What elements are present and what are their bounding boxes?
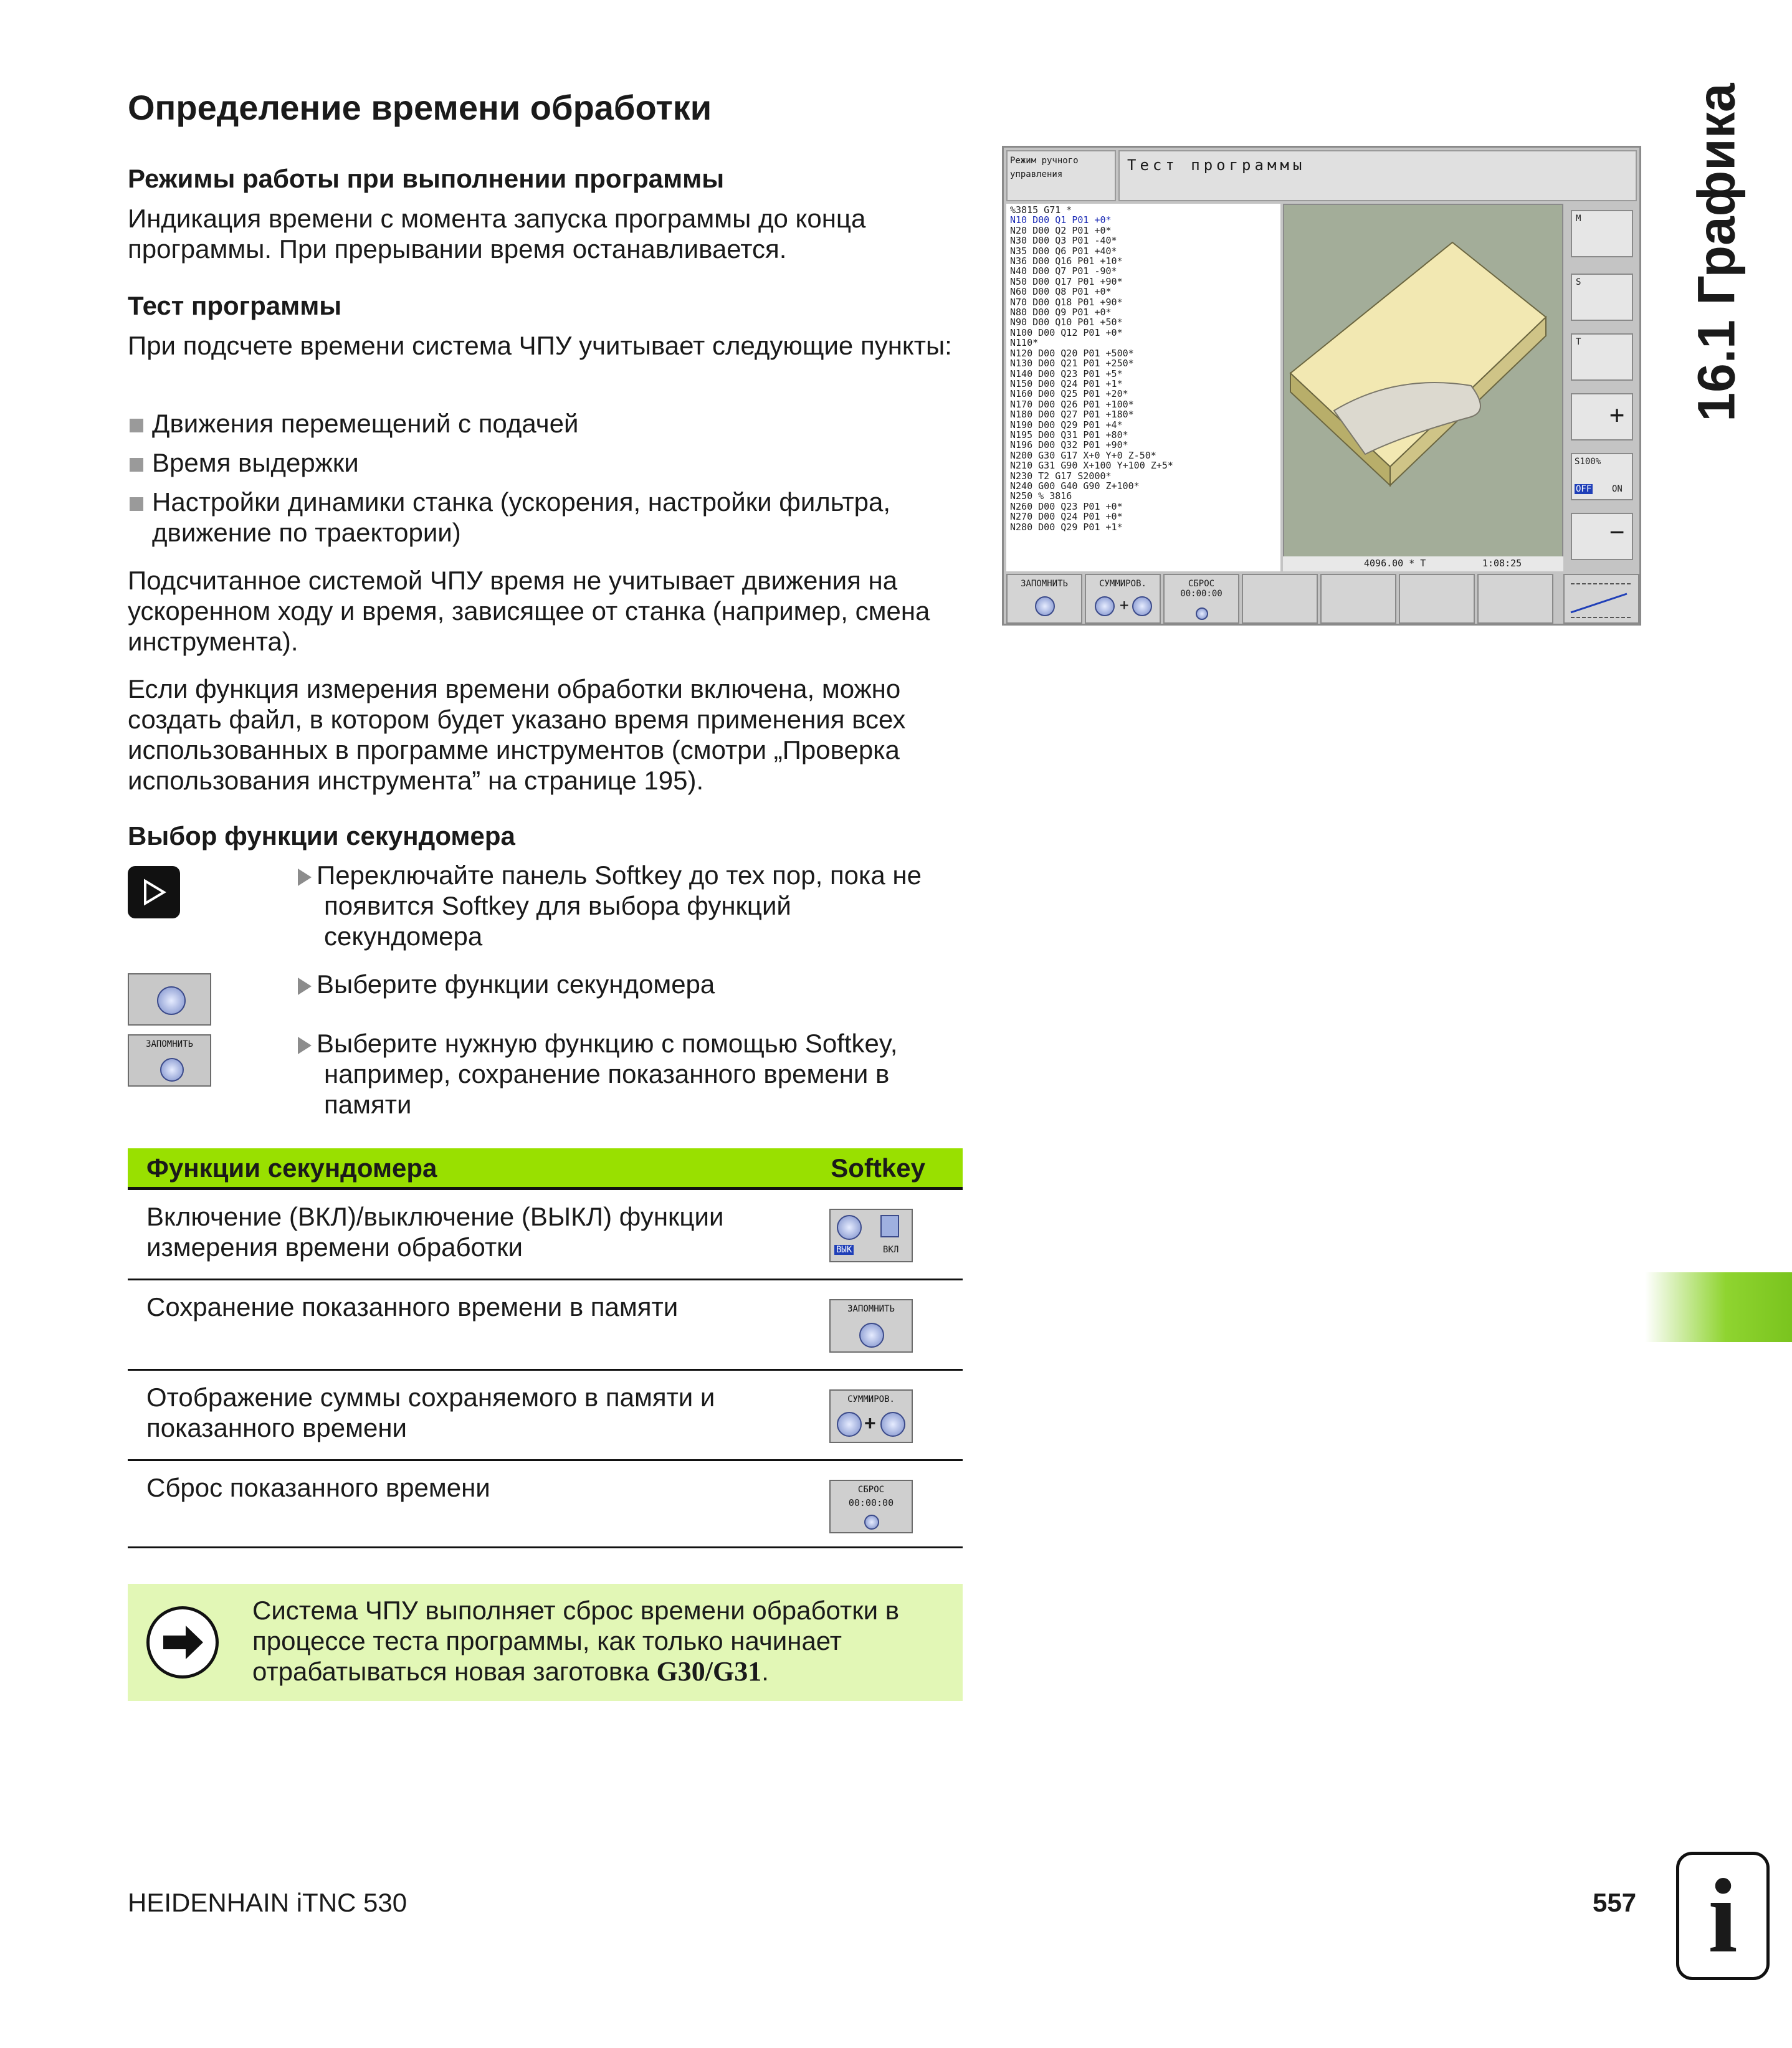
plus-icon: + [864,1412,876,1434]
bottom-softkeys [1006,574,1639,624]
bullet-item: Настройки динамики станка (ускорения, настройки фильтра, [130,487,890,517]
note-code: G30/G31 [656,1656,762,1687]
table-col-softkey: Softkey [831,1153,925,1183]
clock-icon [157,986,186,1015]
table-row: Сброс показанного времени СБРОС 00:00:00 [128,1461,963,1548]
clock-icon [864,1515,879,1530]
plus-icon: + [1609,401,1625,429]
clock-icon [160,1058,184,1082]
workpiece-3d-graphic [1284,205,1562,554]
next-softkey-row-key[interactable] [128,866,180,918]
stopwatch-softkey[interactable] [128,973,211,1026]
side-softkeys [1566,204,1639,571]
chapter-marker [1645,1272,1792,1342]
softkey-empty[interactable] [1477,574,1553,624]
status-bar: 4096.00 * T 1:08:25 [1283,556,1563,571]
step-arrow-icon [298,869,312,886]
plus-icon: + [1120,596,1129,614]
screen-mode-label: Режим ручного управления [1006,150,1116,201]
step-1: Переключайте панель Softkey до тех пор, пока не появится Softkey для выбора функций секундомера [298,860,958,951]
side-key-t[interactable]: T [1571,333,1633,381]
store-softkey-icon[interactable]: ЗАПОМНИТЬ [829,1299,913,1353]
softkey-empty[interactable] [1399,574,1475,624]
arrow-right-icon [146,1606,219,1679]
side-key-s-plus[interactable] [1571,393,1633,441]
side-key-m[interactable]: M [1571,210,1633,257]
side-key-s[interactable]: S [1571,274,1633,321]
page-number: 557 [1593,1888,1637,1917]
graphic-view [1283,204,1563,571]
info-icon: i [1676,1852,1770,1980]
table-row: Сохранение показанного времени в памяти ЗАПОМНИТЬ [128,1280,963,1371]
note-text: Система ЧПУ выполняет сброс времени обработки в процессе теста программы, как только начинает отрабатываться новая заготовка [252,1596,900,1686]
side-key-override[interactable]: S100% OFF ON [1571,453,1633,500]
bullet-item: Время выдержки [130,447,359,478]
program-listing: %3815 G71 * N10 D00 Q1 P01 +0* N20 D00 Q2 P01 +0* N30 D00 Q3 P01 -40* N35 D00 Q6 P01 +40* N36 D00 Q16 P01 +10* N40 D00 Q7 P01 -90* N50 D00 Q17 P01 +90* N60 D00 Q8 P01 +0* N70 D00 Q18 P01 +90* N80 D00 Q9 P01 +0* N90 D00 Q10 P01 +50* N100 D00 Q12 P01 +0* N110* N120 D00 Q20 P01 +500* N130 D00 Q21 P01 +250* N140 D00 Q23 P01 +5* N150 D00 Q24 P01 +1* N160 D00 Q25 P01 +20* N170 D00 Q26 P01 +100* N180 D00 Q27 P01 +180* N190 D00 Q29 P01 +4* N195 D00 Q31 P01 +80* N196 D00 Q32 P01 +90* N200 G30 G17 X+0 Y+0 Z-50* N210 G31 G90 X+100 Y+100 Z+5* N230 T2 G17 S2000* N240 G00 G40 G90 Z+100* N250 % 3816 N260 D00 Q23 P01 +0* N270 D00 Q24 P01 +0* N280 D00 Q29 P01 +1* [1006,204,1280,571]
table-col-functions: Функции секундомера [146,1153,437,1183]
clock-icon [837,1215,862,1240]
clock-icon [1035,596,1055,616]
clock-icon [1132,596,1152,616]
modes-heading: Режимы работы при выполнении программы [128,164,725,193]
screen-title: Тест программы [1118,150,1637,201]
softkey-sum[interactable]: СУММИРОВ. + [1085,574,1161,624]
note-box: Система ЧПУ выполняет сброс времени обработки в процессе теста программы, как только начинает отрабатываться новая заготовка G30/G31. [128,1584,963,1701]
softkey-empty[interactable] [1242,574,1318,624]
section-tab: 16.1 Графика [1687,83,1746,422]
test-intro: При подсчете времени система ЧПУ учитывает следующие пункты: [128,331,952,360]
bullet-item: Движения перемещений с подачей [130,408,579,439]
tnc-screenshot [1002,146,1641,626]
softkey-reset[interactable]: СБРОС 00:00:00 [1163,574,1239,624]
bullet-square-icon [130,458,143,472]
test-para2: Если функция измерения времени обработки включена, можно создать файл, в котором будет указано время применения всех использованных в программе инструментов (смотри „Проверка использования инструмента” на странице 195). [128,674,906,795]
softkey-bar-icon [1565,575,1638,622]
minus-icon: − [1609,518,1625,546]
triangle-right-icon [139,877,169,907]
sum-softkey-icon[interactable]: СУММИРОВ. + [829,1389,913,1443]
bullet-square-icon [130,497,143,511]
clock-icon [1196,607,1208,620]
table-header [128,1148,963,1190]
page-title: Определение времени обработки [128,88,712,127]
modes-text: Индикация времени с момента запуска программы до конца программы. При прерывании время останавливается. [128,204,866,264]
clock-icon [837,1412,862,1437]
side-key-s-minus[interactable] [1571,513,1633,560]
step-2: Выберите функции секундомера [298,969,958,999]
clock-icon [880,1412,905,1437]
machine-icon [880,1215,899,1237]
test-heading: Тест программы [128,291,342,320]
step-arrow-icon [298,978,312,995]
bullet-item-continued: движение по траектории) [152,518,461,547]
softkey-store[interactable]: ЗАПОМНИТЬ [1006,574,1082,624]
step-3: Выберите нужную функцию с помощью Softkey, например, сохранение показанного времени в памяти [298,1028,958,1120]
clock-icon [1095,596,1115,616]
reset-softkey-icon[interactable]: СБРОС 00:00:00 [829,1480,913,1533]
table-row: Включение (ВКЛ)/выключение (ВЫКЛ) функции измерения времени обработки ВЫК ВКЛ [128,1190,963,1280]
toggle-softkey-icon[interactable]: ВЫК ВКЛ [829,1209,913,1262]
bullet-square-icon [130,419,143,432]
footer-product: HEIDENHAIN iTNC 530 [128,1888,407,1917]
store-softkey[interactable]: ЗАПОМНИТЬ [128,1034,211,1087]
clock-icon [859,1323,884,1348]
stopwatch-heading: Выбор функции секундомера [128,821,515,850]
softkey-empty[interactable] [1320,574,1396,624]
test-para1: Подсчитанное системой ЧПУ время не учитывает движения на ускоренном ходу и время, зависящее от станка (например, смена инструмента). [128,566,930,656]
table-row: Отображение суммы сохраняемого в памяти и показанного времени СУММИРОВ. + [128,1371,963,1461]
softkey-bar-switch[interactable] [1563,574,1639,624]
step-arrow-icon [298,1037,312,1054]
